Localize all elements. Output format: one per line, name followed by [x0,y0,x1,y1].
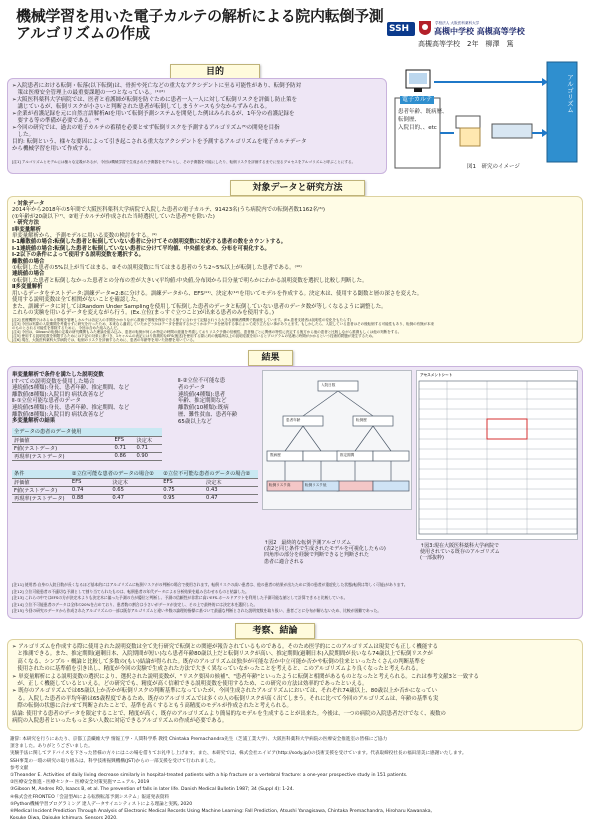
purpose-bullets [12,83,384,153]
discussion-line: が、正しく機能しているといえる。どの研究でも、精度が高く信頼できる説明変数を使用するため、この研究の方法は効率的であったといえる。 [12,681,368,688]
method-note: [注6] 現在、大阪医科薬科大学病院では、転倒のリスクを評価するために、患者の年齢等を用いた指標を用いている。 [12,338,197,343]
table-cell: 0.86 [113,452,135,460]
reference-line: ⑤Python機械学習プログラミング 達人データサイエンティストによる理論と実践, 2020 [10,801,193,807]
results-middle-line: Ⅱ-②立位不可能な患 [178,378,226,384]
tree-node: 患者年齢 [286,418,301,422]
table2-subheader: EFS [70,478,110,486]
caption-line: ↑図3:現在大阪医科薬科大学病院で [420,543,500,549]
purpose-line: した。 [12,132,35,138]
discussion-line: 病院の入院患者といったもっと多い人数に対応できるアルゴリズムの作成が必要である。 [12,718,228,725]
method-line: ・対象データ [12,201,45,207]
table-row [12,486,258,494]
results-line: Ⅰすべての説明変数を使用した場合 [12,378,95,385]
purpose-goal: から機械学習を用いて作成する。 [12,146,95,152]
method-line: Ⅰ-1離散値の場合:転倒した患者と転倒していない患者に分けてその説明変数に対応する患者の数をカウントする。 [12,239,287,246]
discussion-line: 使用されたのに基準値を引き出し、精度が今回の実験で生成された方法で大きく異なっていなかったことを考えると、このアルゴリズムより良くなったと考えられる。 [12,666,422,673]
table-cell: 0.95 [161,494,204,502]
reference-line: 頂きました。ありがとうございました。 [10,744,93,750]
purpose-line: ➢大阪医科薬科大学病院では、医者と看護師が転倒を防ぐために患者一人一人に対して転倒リスクを評価し防止策を [12,97,298,103]
table1-subheader: EFS [113,436,135,444]
method-note: [注3] 今回は実際の入院期間を考慮せずに研究を行ったため、本来なら適切していたかどうかはデータを使用するかどうかはデータを使用する事によって成り立たない事がありえます。もしかしたら、入院している患者はその後転倒する可能性もあり、転倒の有無が本来 [12,322,435,327]
table2-header: ②立位不可能な患者のデータの場合② [161,470,258,478]
section-label-discussion: 考察、結論 [235,623,315,639]
purpose-line: ➢企業が看護記録を元に自然言語解析AIを用いて転倒予測システムを開発した例はみられるが、1年分の看護記録を [12,111,295,117]
table2-subheader: EFS [161,478,204,486]
tree-node: 既病歴 [270,453,281,457]
table-cell: F値(テストデータ) [12,444,113,452]
ehr-label: 電子カルテ [402,96,433,103]
discussion-line: る。入院した患者の平均年齢は65歳程度であるため、既存のアルゴリズムでは多くの人の転倒リスクが高く出てしまう。それに比べて今回のアルゴリズムは、年齢の基準も実 [12,695,439,702]
reference-line: ④株式会社FRONTEO「会話型AIによる転倒転落予測システム」報道発表資料 [10,794,169,800]
discussion-text [12,644,578,725]
table-cell: 0.71 [113,444,135,452]
research-image-figure [392,58,584,178]
purpose-line: ➢入院患者における転倒・転落(以下転倒)は、骨折や死亡などの重大なアクシデントに至る可能性があり、転倒予防対 [12,83,302,89]
reference-line: Kosuke Oiwa, Daisuke Ichimura. Sensors 2020. [10,816,118,822]
method-line: 用いるデータをテストデータ:訓練データ=2:8に分ける。訓練データから、EFS⁽¹¹⁾、決定木⁽¹²⁾を用いてモデルを作成する。決定木は、使用する閾数と層の深さを変えた。 [12,290,423,297]
results-note: [注13] これらの中ではEFSの方が決定木よりも決定木に偏った予測の方が優位と判断し、予測の信頼性が非常に高いEFS-ホールドアウトを利用した予測可能な値として計算できると比較している。 [12,595,348,601]
figure2-decision-tree [262,370,412,510]
results-middle-line: 歴、難性貧血、患者年齢 [178,411,238,418]
table-cell: 再現率(テストデータ) [12,494,70,502]
tree-node: 転倒歴 [356,418,367,422]
discussion-line: 結論: 使用する患者のデータを限定することで、精度が高く、既存のアルゴリズムより簡易的なモデルを生成することが出来た。今後は、一つの病院の入院患者だけでなく、複数の [12,710,446,717]
figure2-caption [264,540,414,565]
table-cell: 0.75 [161,486,204,494]
method-line: これらの実験を用いるデータを変えながら行う。(Ex.立位(まっすぐ立つこと)が出来る患者のみを使用する。) [12,309,274,316]
caption-line: 患者に適合される [264,558,305,565]
table1-header: 全データの患者のデータ使用 [12,428,113,436]
table2-subheader: 評価値 [12,478,70,486]
ehr-item: 患者年齢、既病歴、 [398,109,448,115]
table-row [12,452,162,460]
results-note: [注14] 立位不可能患者のデータは全体の20%を占めており、患者数の割合は小さいがデータが安定し、その上で最終的には決定木を選択した。 [12,601,258,607]
section-label-results: 結果 [248,350,293,366]
method-line: 離散値の場合 [12,258,45,265]
results-note: [注12] 立位可能患者の不適切な予測として割り当てられたものは、転倒患者の年代データによる分析結果を組み合わせるものと結論した。 [12,588,249,594]
method-text [12,201,578,316]
reference-line: 謝辞: 本研究を行うにあたり、京都工芸繊維大学 情報工学・人間科学系 教授 Chintaka Premachandra先生（芝浦工業大学）、大阪医科薬科大学病院の医療安全推進室の皆様にご協力 [10,737,388,742]
method-line: また、訓練データに対してはRandom Under Samplingを使用して転倒した患者のデータと転倒していない患者のデータ数が等しくなるように調整した。 [12,303,387,310]
section-label-method: 対象データと研究方法 [230,180,365,196]
figure3-caption [420,543,580,562]
acknowledgements-references [10,736,582,822]
purpose-footnote: [注1] アルゴリズムとモデルには様々な定義があるが、今回は機械学習で生成された予測器をモデルとし、その予測器を可能にしたり、転倒リスクを評価するまでに至るプロセスをアルゴリズムと呼ぶことにする。 [12,160,356,164]
table2-header: ②立位可能な患者のデータの場合② [70,470,161,478]
discussion-line: 際の転倒の状態に合わせて判断されたことで、基準を高くするともう高精度のモデルが作成されたと考えられる。 [12,703,292,710]
table-cell: F値(テストデータ) [12,486,70,494]
figure1-caption: 図1 研究のイメージ [467,164,520,170]
results-middle-line: 連続値(4種類):患者 [178,391,226,398]
results-middle-line: 年齢、推定期間など [178,398,227,405]
results-table-2 [12,470,258,503]
results-line: 離散値(8種類):入院目的 病状改善など [12,391,105,398]
tree-leaf: 転倒リスク低 [305,483,327,487]
results-middle-line: 65歳以上など [178,418,212,425]
figure3-header: アセスメントシート [420,373,453,377]
discussion-line: 高くなる、シンプル・概論と比較して多数の(もい)結論が得られた。既存のアルゴリズムは独歩が可能な否か中立可能か否かや転倒の往来といったたくさんの判断基準を [12,658,426,665]
method-line: ①転倒した患者の5%以上が当てはまる、②その説明変数に当てはまる患者のうち2~5%以上が転倒した患者である。⁽¹⁰⁾ [12,265,302,272]
figure3-existing-algorithm [416,370,578,540]
ssh-logo [387,22,415,36]
caption-line: ↑図2 最終的な転倒予測アルゴリズム [264,540,352,546]
tree-node: 推定期間 [340,453,355,457]
table-cell: 0.71 [134,444,162,452]
results-middle-line: 者のデータ [178,384,205,391]
results-line: Ⅱ-①立位可能な患者のデータ [12,398,81,405]
method-line: Ⅰ-2以下の条件によって使用する説明変数を選択する。 [12,252,144,259]
method-line: 連続値の場合 [12,271,45,278]
table2-subheader: 決定木 [110,478,161,486]
school-parent-name: 学校法人 大阪医科薬科大学 [435,21,480,25]
reference-line: 実験手法に関してアドバイスを下さった皆様の方々にはこの場を借りてお礼申し上げます。また、本研究では、株式会社エイピア(http://sody.jp/)の技術支援を受けています。代表取締役社長の福田清美に感謝いたします。 [10,751,467,757]
discussion-line: ➢ 単変量解析による説明変数の選択により、選択された説明変数が、"リスク要因の候補"、"患者年齢"といったように転倒と相関があるものとなったと考えられる。これは参考文献3と一致する [12,673,479,680]
caption-line: 使用されている既存のアルゴリズム [420,549,500,556]
tree-node: 入院日数 [321,383,336,387]
reference-line: ①Theander E. Activities of daily living decrease similarly in hospital-treated patients with a hip fracture or a vertebral fracture: a one-year prospective study in 151 patients. [10,773,408,779]
school-crest-icon [418,20,432,36]
ehr-items [398,108,448,132]
reference-line: 参考文献 [10,765,29,771]
tree-leaf: 転倒リスク高 [269,483,291,487]
method-note: [注4] 今回は、Gibsonの転倒の定義の研究機関もみた理論を組み込み、患者の転倒が何らか特定の時間の経過を考慮しておりリスク予測の信頼性、患者様ごとに関係の特性に決定する後方から他の患者と比較しながら推測もしくは他の判断をする。 [12,330,402,335]
method-note: [注5] 使用する説明変数を制限するためには下記の対象に基づき、1キャルムの表記にはり推測的なEFS(後述)を使用する際に約の後場所以上の説明変数を用いるとプログラムの処理に時間がかかるという技術的問題が発生するため。 [12,334,376,339]
caption-line: 四角形の部分を経験で判断できると判断された [264,552,370,559]
algorithm-label: アルゴリズム [566,74,574,113]
table2-header: 条件 [12,470,70,478]
method-line: Ⅱ多変量解析 [12,284,43,291]
ehr-item: 入院目的、、etc [398,125,437,131]
reference-line: ⑥Medical Incident Prediction Through Analysis of Electronic Medical Records Using Machine Learning: Fall Prediction, Atsushi Yanagisawa, Chintaka Premachandra, Hiroharu Kawanaka, [10,809,432,815]
results-line: 多変量解析の結果 [12,418,56,425]
purpose-goal: 目的: 転倒という、様々な要因によって引き起こされる重大なアクシデントを予測するアルゴリズムを電子カルテデータ [12,139,307,145]
reference-line: SSH事業の一環の研究の取り組みは、科学技術振興機構(JST)からの一部支援を受けて行われました。 [10,758,219,764]
ssh-logo-text: SSH [389,24,410,34]
table-cell: 0.90 [134,452,162,460]
purpose-line: 策は医療安全管理上の最重要課題の一つとなっている。⁽¹⁾⁽²⁾ [12,90,165,96]
reference-line: ②医療安全推進・医療センター 医療安全対策実施マニュアル, 2019 [10,780,150,786]
results-note: [注15] 今回の研究のデータから作成されたアルゴリズムの一部は既存アルゴリズムと違い多数の論理的指標に基づいて最適な判断とされた説明変数を取り扱い、患者ごとに分布が解らないため、比較が困難であった。 [12,608,382,614]
method-note: [注2] 医療機関ではあらゆる情報を管理しカルテは各記入の手間をかかりながら数値で情報を保存できる様子に合わせて記録されうる大きな被験者機関で数値化しています。(Ex.患者支援者は説明性の変化をもたらす) [12,318,352,322]
results-left-text [12,372,182,425]
results-note: [注11] 使用者:自身の入院日数が長くなるほど基本的にはアルゴリズムに転倒リスクがの判断の場合で使用されます。転倒リスクの高い患者は、他の患者の結果が出たために別の患者が重症化した状態(転倒は等しく可能)があります。 [12,582,408,587]
author-name: 高槻高等学校 2年 柳澤 篤 [418,40,514,48]
poster-title-line1: 機械学習を用いた電子カルテの解析による院内転倒予測 [16,7,384,25]
table-cell: 0.47 [204,494,258,502]
school-name: 高槻中学校 高槻高等学校 [434,27,525,36]
results-line: 単変量解析で条件を満たした説明変数 [12,372,104,378]
table-cell: 0.43 [204,486,258,494]
table-cell: 0.65 [110,486,161,494]
results-notes [12,582,578,615]
table1-subheader: 決定木 [134,436,162,444]
results-table-1 [12,428,162,461]
results-line: 連続値(5種類):身長、患者年齢、推定期間、など [12,404,130,411]
poster-title-line2: アルゴリズムの作成 [16,24,151,42]
method-line: 2014年から2018年の5年間で大阪医科薬科大学病院で入院した患者の電子カルテ、91423名(うち病院内での転倒者数1162名⁽⁶⁾) [12,207,325,214]
reference-line: ③Gibson M, Andres RO, Isaacs B, et al. The prevention of falls in later life. Danish Medical Bulletin 1987; 34 (Suppl 4): 1-24. [10,787,295,793]
caption-line: (一部抜粋) [420,555,444,562]
table2-subheader: 決定木 [204,478,258,486]
method-line: Ⅰ-1連続値の場合:転倒した患者と転倒していない患者に分けて平均値、中央値を求め、分布を可視化する。 [12,245,270,252]
method-line: 単変量解析から、予測モデルに用いる変数の検討をする。⁽⁹⁾ [12,233,157,240]
purpose-line: 要する等の準備が必要である。⁽⁴⁾ [12,118,100,124]
ehr-item: 転倒歴、 [398,117,421,123]
table-cell: 再現率(テストデータ) [12,452,113,460]
table-cell: 0.47 [110,494,161,502]
method-note: のものとされる可能性を排除するために、今回は含めた組み込んだ。 [12,326,121,331]
method-line: Ⅰ単変量解析 [12,226,41,233]
table-row [12,444,162,452]
method-line: ①転倒した患者と転倒しなかった患者との分布の差が大きい(平均値:中央値,分布図から目分量で明らかにわかる説明変数を選択し比較し判断した。 [12,277,368,284]
discussion-line: と推測できる。また、推定期間(過剰日本、入院期間が短い)なら患者年齢80歳以上だと転倒リスクが高い、推定期間(過剰日本)入院期間が長いなら74歳以上で転倒リスクが [12,651,433,658]
purpose-line: 講じているが、転倒リスクが小さいと判断された患者が転倒してしまうケースも少なからずみられる。 [12,104,271,110]
results-middle-line: 離散値(10種類):既病 [178,405,229,412]
method-line: (①年齢が20歳以下⁽⁷⁾、②電子カルテが作成された当時選択していた患者⁽⁸⁾を除いた) [12,213,215,220]
table-row [12,494,258,502]
discussion-line: ➢ 既存のアルゴリズムでは65歳以上か否かが転倒リスクの判断基準になっていたが、今回生成されたアルゴリズムにおいては、それぞれ74歳以上、80歳以上か否かになってい [12,688,437,695]
results-middle-text [178,378,258,426]
results-line: 連続値(5種類):身長、患者年齢、推定期間、など [12,385,130,392]
table-cell: 0.74 [70,486,110,494]
table1-subheader: 評価値 [12,436,113,444]
method-line: 使用する説明変数は全て相関がないことを確認した。 [12,297,142,304]
method-line: ・研究方法 [12,220,39,227]
results-line: 離散値(8種類):入院目的 病状改善など [12,411,105,418]
section-label-purpose: 目的 [170,64,260,80]
table-cell: 0.88 [70,494,110,502]
discussion-line: ➢ アルゴリズムを作成する際に使用された説明変数は全て先行研究で転倒との関連が報告されているものである。そのため医学的にこのアルゴリズムは現実でも正しく機能する [12,644,439,650]
method-notes [12,318,578,343]
purpose-line: ➢今回の研究では、過去の電子カルテの蓄積を必要とせず転倒リスクを予測するアルゴリズム⁽⁵⁾の開発を目指 [12,125,280,131]
caption-line: (表2と同じ条件で生成されたモデルを可視化したもの) [264,546,386,553]
